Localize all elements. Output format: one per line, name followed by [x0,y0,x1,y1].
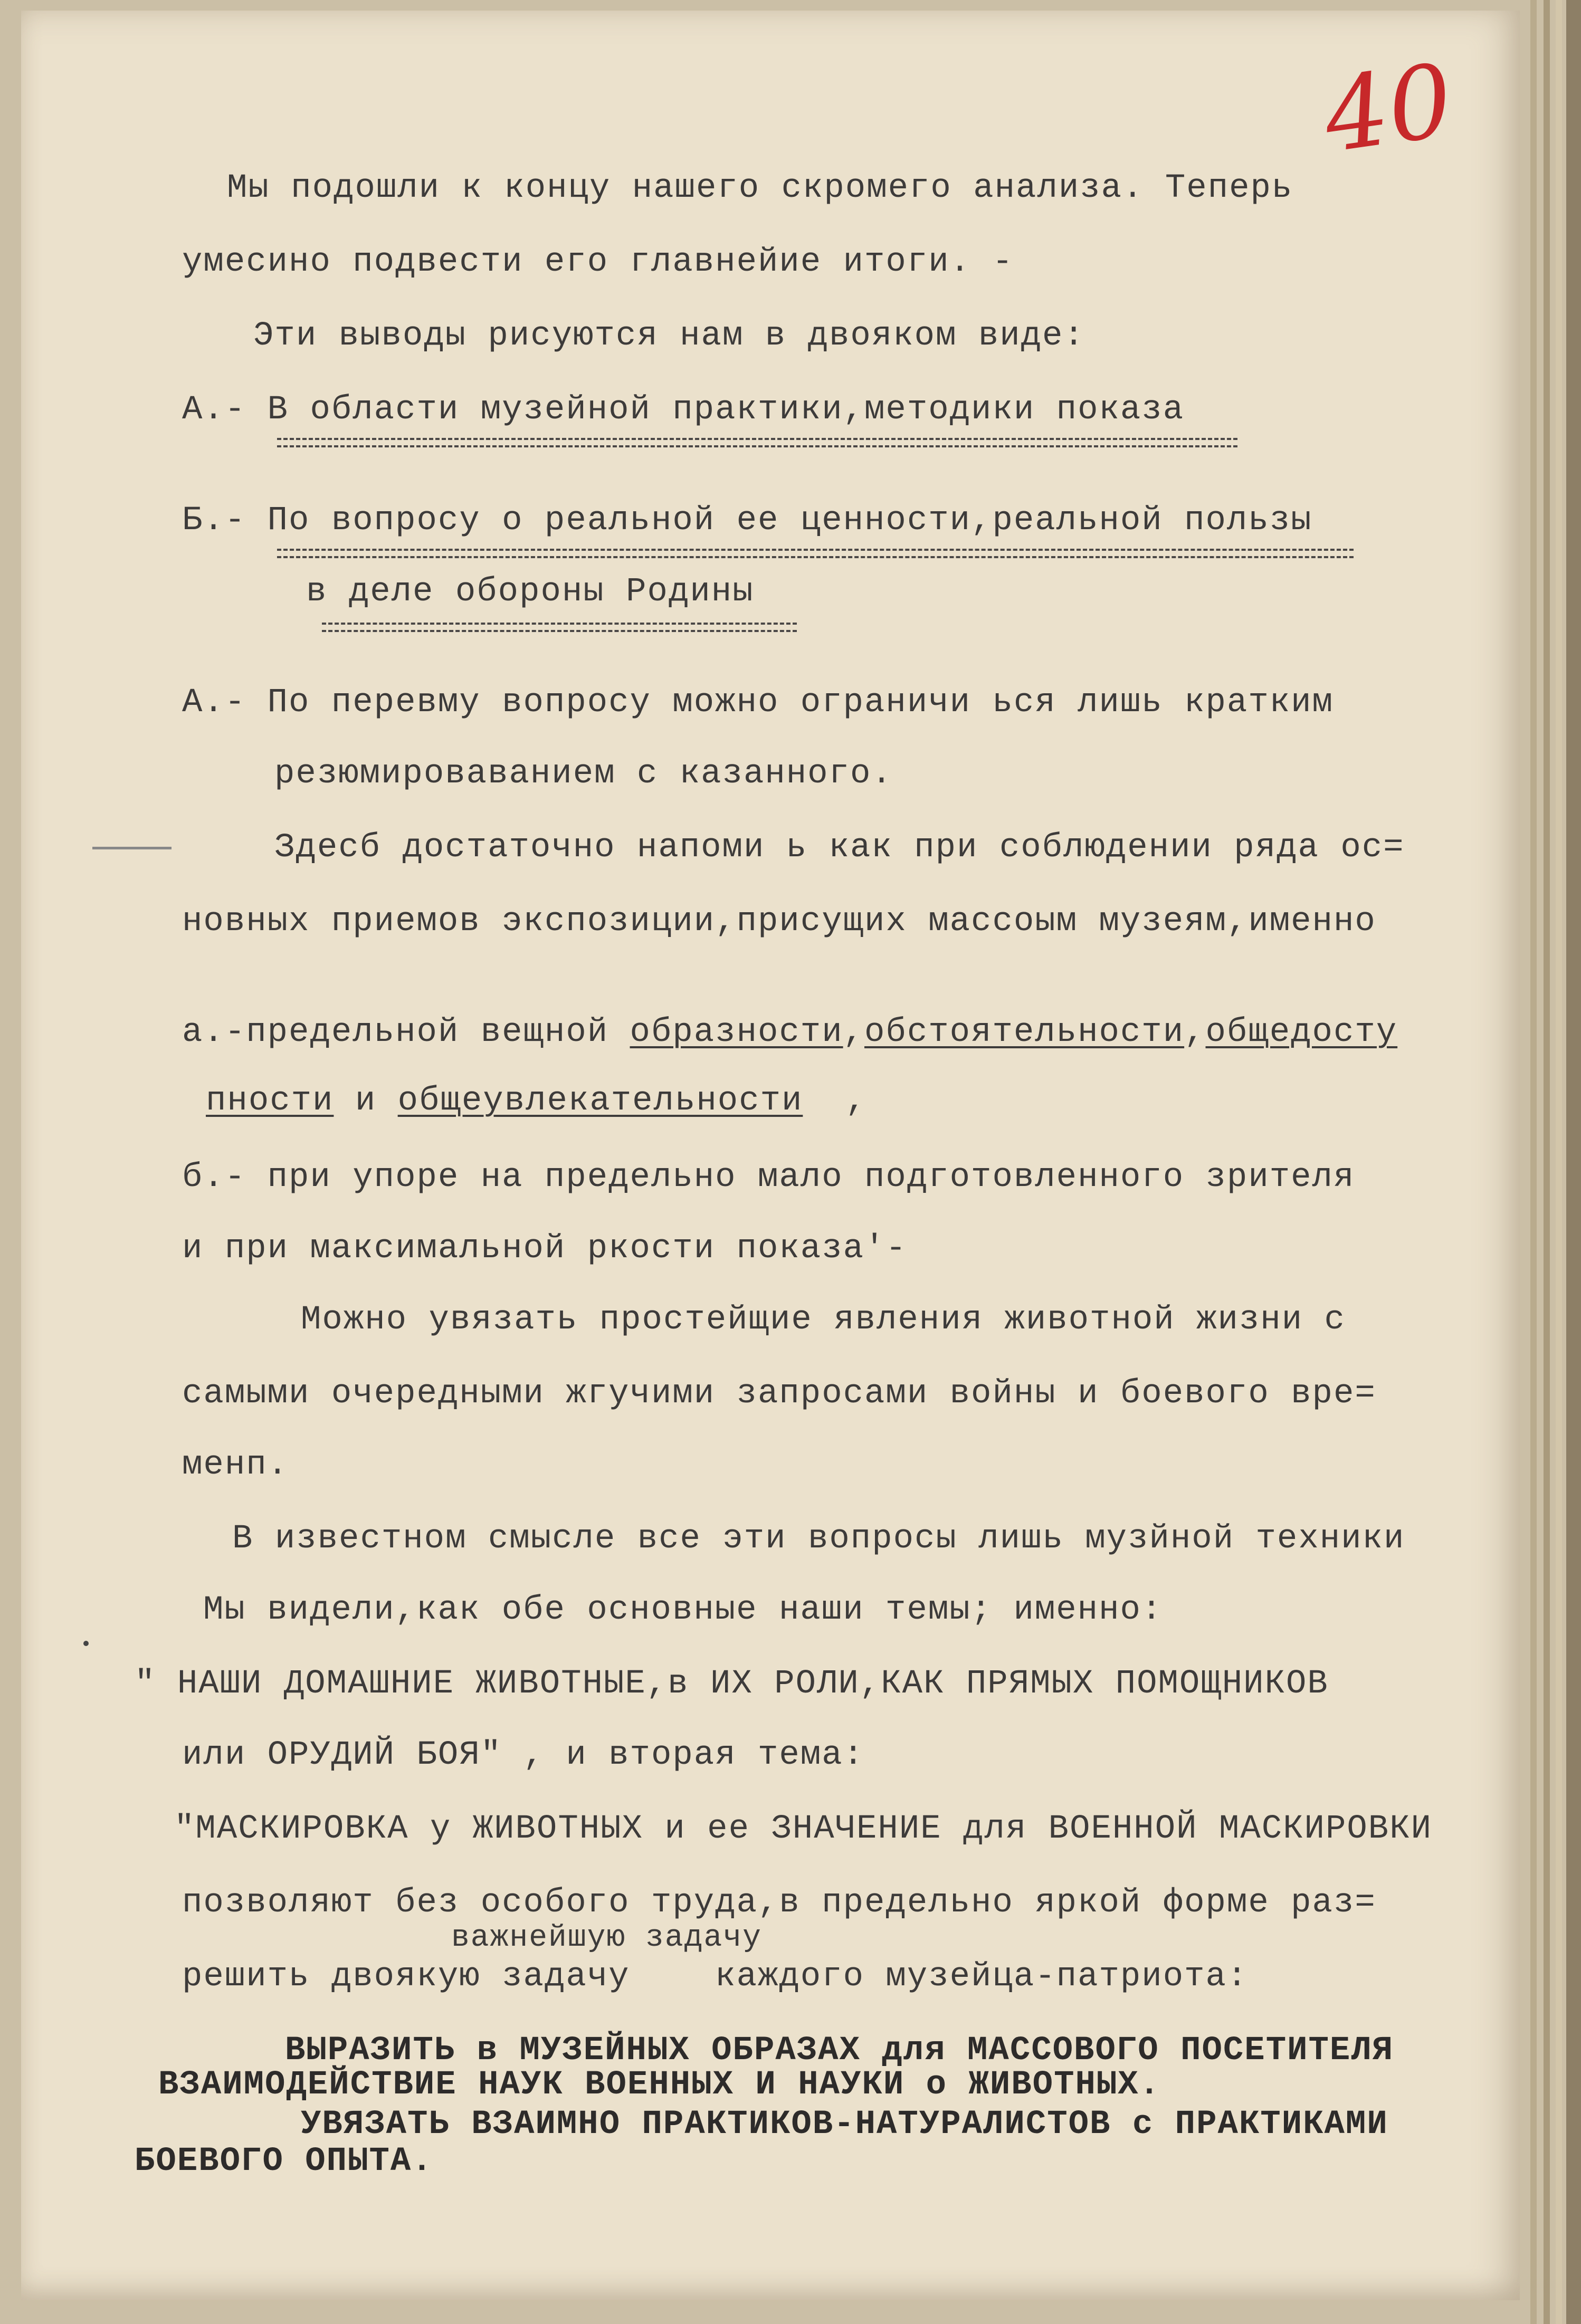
margin-dot [83,1641,89,1646]
text-line: новных приемов экспозиции,присущих массоым музеям,именно [182,903,1376,941]
text-line: позволяют без особого труда,в предельно яркой форме раз= [182,1884,1376,1922]
folio-number: 40 [1317,42,1460,175]
text-line: Мы видели,как обе основные наши темы; именно: [203,1591,1163,1629]
text-line: Можно увязать простейщие явления животной жизни с [301,1301,1346,1339]
text-line: ВЫРАЗИТЬ в МУЗЕЙНЫХ ОБРАЗАХ для МАССОВОГО ПОСЕТИТЕЛЯ [285,2032,1394,2070]
text-line: " НАШИ ДОМАШНИЕ ЖИВОТНЫЕ,в ИХ РОЛИ,КАК ПРЯМЫХ ПОМОЩНИКОВ [135,1665,1329,1703]
double-underline [322,623,797,632]
text-line: А.- По перевму вопросу можно ограничи ься лишь кратким [182,684,1334,722]
binding-edge [1566,0,1581,2324]
text-line: умесино подвести его главнейие итоги. - [182,243,1014,281]
page-edge [1556,0,1562,2324]
text-line: пности и общеувлекательности , [206,1082,867,1120]
text-line: самыми очередными жгучими запросами войны и боевого вре= [182,1375,1376,1413]
page-edge [1530,0,1537,2324]
page-edge [1544,0,1550,2324]
handwritten-correction: важнейшую задачу [451,1921,762,1955]
text-line: В известном смысле все эти вопросы лишь музйной техники [232,1520,1405,1558]
text-line: в деле обороны Родины [306,573,754,611]
margin-mark [92,847,172,849]
text-line: резюмироваванием с казанного. [274,755,893,793]
text-line: менп. [182,1446,289,1484]
text-line: ВЗАИМОДЕЙСТВИЕ НАУК ВОЕННЫХ И НАУКИ о ЖИВОТНЫХ. [158,2066,1161,2104]
text-line: БОЕВОГО ОПЫТА. [135,2143,433,2180]
text-line: или ОРУДИЙ БОЯ" , и вторая тема: [182,1736,864,1774]
text-line: и при максимальной ркости показа'- [182,1230,907,1268]
text-line: Мы подошли к концу нашего скромего анализа. Теперь [227,169,1293,207]
text-line: а.-предельной вещной образности,обстоятельности,общедосту [182,1013,1398,1051]
double-underline [277,438,1237,447]
text-line: УВЯЗАТЬ ВЗАИМНО ПРАКТИКОВ-НАТУРАЛИСТОВ с ПРАКТИКАМИ [301,2106,1388,2144]
text-line: б.- при упоре на предельно мало подготовленного зрителя [182,1159,1355,1197]
text-line: А.- В области музейной практики,методики показа [182,391,1185,429]
text-line: Эти выводы рисуются нам в двояком виде: [253,317,1085,355]
double-underline [277,549,1354,558]
text-line: Б.- По вопросу о реальной ее ценности,реальной пользы [182,502,1312,540]
text-line: "МАСКИРОВКА у ЖИВОТНЫХ и ее ЗНАЧЕНИЕ для ВОЕННОЙ МАСКИРОВКИ [174,1810,1432,1848]
text-line: Здесб достаточно напоми ь как при соблюдении ряда ос= [274,829,1405,867]
text-line: решить двоякую задачу каждого музейца-патриота: [182,1958,1249,1996]
